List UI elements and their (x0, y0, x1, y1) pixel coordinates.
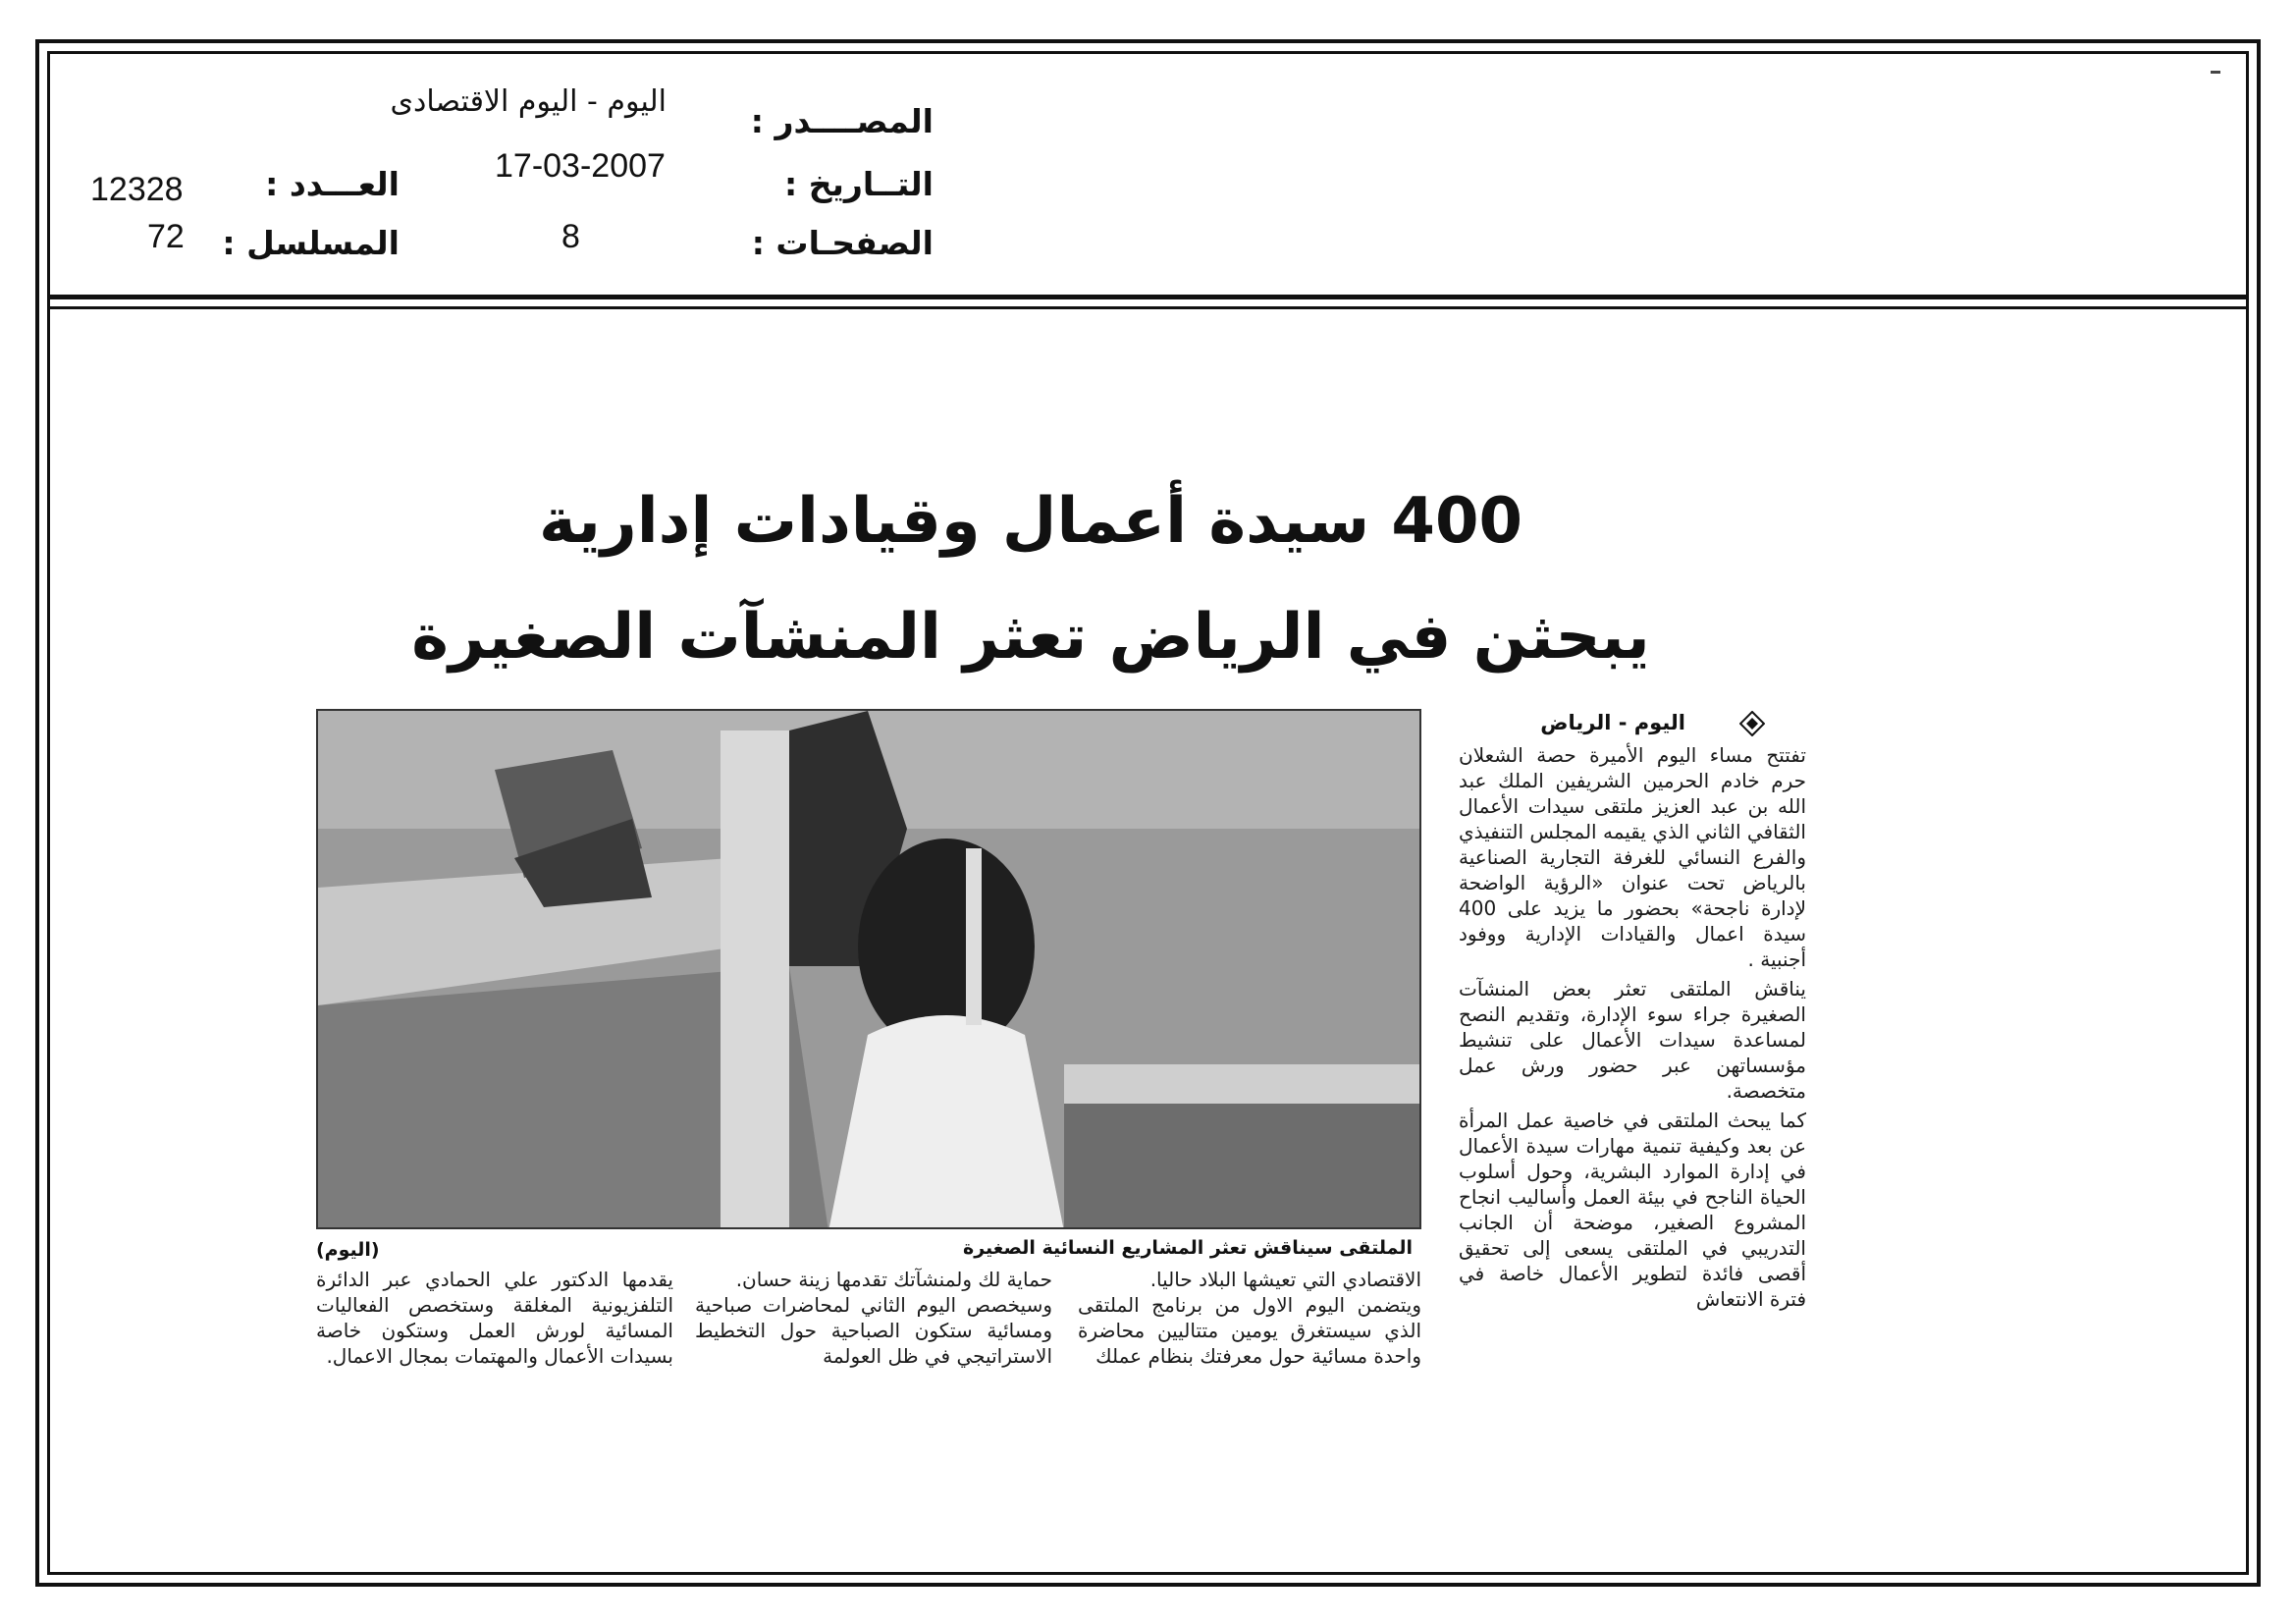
diamond-logo-icon (1739, 711, 1765, 736)
article-photo (316, 709, 1421, 1229)
serial-value: 72 (147, 218, 185, 255)
issue-label: العـــدد : (265, 165, 400, 203)
header-divider (47, 295, 2249, 299)
pages-value: 8 (561, 218, 580, 255)
col1-paragraph-3: كما يبحث الملتقى في خاصية عمل المرأة عن بعد وكيفية تنمية مهارات سيدة الأعمال في إدارة الموارد البشرية، وحول أسلوب الحياة الناجح في بيئة العمل وأساليب انجاح المشروع الصغير، موضحة أن الجانب التدريبي في الملتقى يسعى إلى تحقيق أقصى فائدة لتطوير الأعمال خاصة في فترة الانتعاش (1459, 1109, 1806, 1311)
article-column-3 (695, 1267, 1052, 1369)
col1-paragraph-2: يناقش الملتقى تعثر بعض المنشآت الصغيرة جراء سوء الإدارة، وتقديم النصح لمساعدة سيدات الأعمال على تنشيط مؤسساتهن عبر حضور ورش عمل متخصصة. (1459, 977, 1806, 1103)
header-divider-thin (47, 306, 2249, 309)
headline-line-1: 400 سيدة أعمال وقيادات إدارية (539, 485, 1522, 558)
article-column-4 (316, 1267, 673, 1369)
col1-paragraph-1: تفتتح مساء اليوم الأميرة حصة الشعلان حرم خادم الحرمين الشريفين الملك عبد الله بن عبد العزيز ملتقى سيدات الأعمال الثقافي الثاني الذي يقيمه المجلس التنفيذي والفرع النسائي للغرفة التجارية الصناعية بالرياض تحت عنوان «الرؤية الواضحة لإدارة ناجحة» بحضور ما يزيد على 400 سيدة اعمال والقيادات الإدارية ووفود أجنبية . (1458, 743, 1806, 971)
pages-label: الصفحـات : (751, 224, 934, 262)
source-label: المصــــدر : (750, 102, 934, 140)
col2-paragraph-1: الاقتصادي التي تعيشها البلاد حاليا. (1149, 1268, 1421, 1291)
dateline: اليوم - الرياض (1540, 711, 1685, 734)
serial-label: المسلسل : (222, 224, 400, 262)
date-value: 17-03-2007 (495, 147, 666, 185)
article-column-2 (1078, 1267, 1421, 1369)
article-column-1 (1459, 742, 1806, 1312)
issue-value: 12328 (90, 171, 184, 208)
corner-mark (2211, 71, 2220, 74)
col2-paragraph-2: ويتضمن اليوم الاول من برنامج الملتقى الذي سيستغرق يومين متتاليين محاضرة واحدة مسائية حول معرفتك بنظام عملك (1078, 1293, 1421, 1368)
photo-caption: الملتقى سيناقش تعثر المشاريع النسائية الصغيرة (962, 1237, 1413, 1259)
col3-paragraph-1: حماية لك ولمنشآتك تقدمها زينة حسان. (735, 1268, 1052, 1291)
date-label: التــاريخ : (784, 165, 934, 203)
col3-paragraph-2: وسيخصص اليوم الثاني لمحاضرات صباحية ومسائية ستكون الصباحية حول التخطيط الاستراتيجي في ظل العولمة (695, 1293, 1052, 1368)
photo-credit: (اليوم) (316, 1239, 380, 1261)
headline-line-2: يبحثن في الرياض تعثر المنشآت الصغيرة (411, 601, 1650, 674)
photo-illustration (318, 711, 1421, 1229)
col4-paragraph-1: يقدمها الدكتور علي الحمادي عبر الدائرة التلفزيونية المغلقة وستخصص الفعاليات المسائية لورش العمل وستكون خاصة بسيدات الأعمال والمهتمات بمجال الاعمال. (316, 1268, 673, 1368)
source-value: اليوم - اليوم الاقتصادى (390, 84, 667, 119)
